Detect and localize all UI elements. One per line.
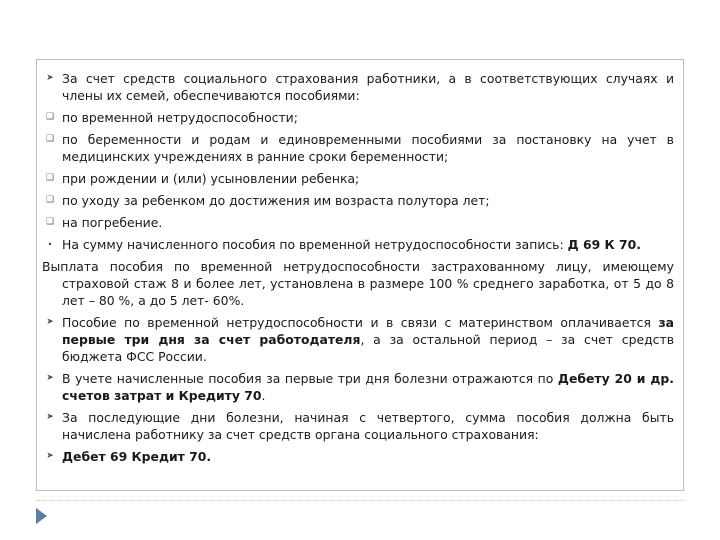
- bullet-item: [42, 258, 678, 309]
- square-bullet-icon: ❑: [45, 112, 55, 122]
- bullet-item: [42, 214, 678, 231]
- text-run: по временной нетрудоспособности;: [62, 110, 298, 125]
- text-run: За счет средств социального страхования работники, а в соответствующих случаях и члены их семей, обеспечиваются пособиями:: [62, 71, 674, 103]
- text-run: при рождении и (или) усыновлении ребенка;: [62, 171, 360, 186]
- bold-text: Дебету 20 и др. счетов затрат и Кредиту 70: [62, 371, 674, 403]
- triangle-right-icon: [36, 508, 47, 524]
- text-run: За последующие дни болезни, начиная с четвертого, сумма пособия должна быть начислена работнику за счет средств органа социального страхования:: [62, 410, 674, 442]
- bullet-item: [42, 170, 678, 187]
- text-run: по уходу за ребенком до достижения им возраста полутора лет;: [62, 193, 490, 208]
- arrow-right-icon: ➤: [46, 412, 54, 422]
- text-run: .: [261, 388, 266, 403]
- bullet-item: [42, 314, 678, 365]
- bullet-item: [42, 370, 678, 404]
- bullet-item: [42, 409, 678, 443]
- text-run: Пособие по временной нетрудоспособности и в связи с материнством оплачивается: [62, 315, 659, 330]
- bold-text: Д 69 К 70.: [567, 237, 641, 252]
- text-run: на погребение.: [62, 215, 163, 230]
- arrow-right-icon: ➤: [46, 451, 54, 461]
- bold-text: Дебет 69 Кредит 70.: [62, 449, 212, 464]
- footer-divider: [36, 500, 684, 501]
- text-run: по беременности и родам и единовременными пособиями за постановку на учет в медицинских учреждениях в ранние сроки беременности;: [62, 132, 674, 164]
- square-bullet-icon: ❑: [45, 134, 55, 144]
- text-run: Выплата пособия по временной нетрудоспособности застрахованному лицу, имеющему страховой стаж 8 и более лет, установлена в размере 100 % среднего заработка, от 5 до 8 лет – 80 %, а до 5 лет- 60%.: [42, 259, 674, 308]
- arrow-right-icon: ➤: [46, 373, 54, 383]
- square-bullet-icon: ❑: [45, 195, 55, 205]
- bullet-item: [42, 109, 678, 126]
- bullet-item: [42, 448, 678, 465]
- bullet-item: [42, 236, 678, 253]
- bold-text: за первые три дня за счет работодателя: [62, 315, 674, 347]
- text-run: В учете начисленные пособия за первые три дня болезни отражаются по: [62, 371, 558, 386]
- arrow-right-icon: ➤: [46, 73, 54, 83]
- text-run: , а за остальной период – за счет средств бюджета ФСС России.: [62, 332, 674, 364]
- arrow-right-icon: ➤: [46, 317, 54, 327]
- square-bullet-icon: ❑: [45, 173, 55, 183]
- slide-text-body: [42, 70, 678, 470]
- square-bullet-icon: ❑: [45, 217, 55, 227]
- dot-bullet-icon: •: [47, 240, 53, 249]
- bullet-item: [42, 192, 678, 209]
- bullet-item: [42, 70, 678, 104]
- bullet-item: [42, 131, 678, 165]
- text-run: На сумму начисленного пособия по временной нетрудоспособности запись:: [62, 237, 568, 252]
